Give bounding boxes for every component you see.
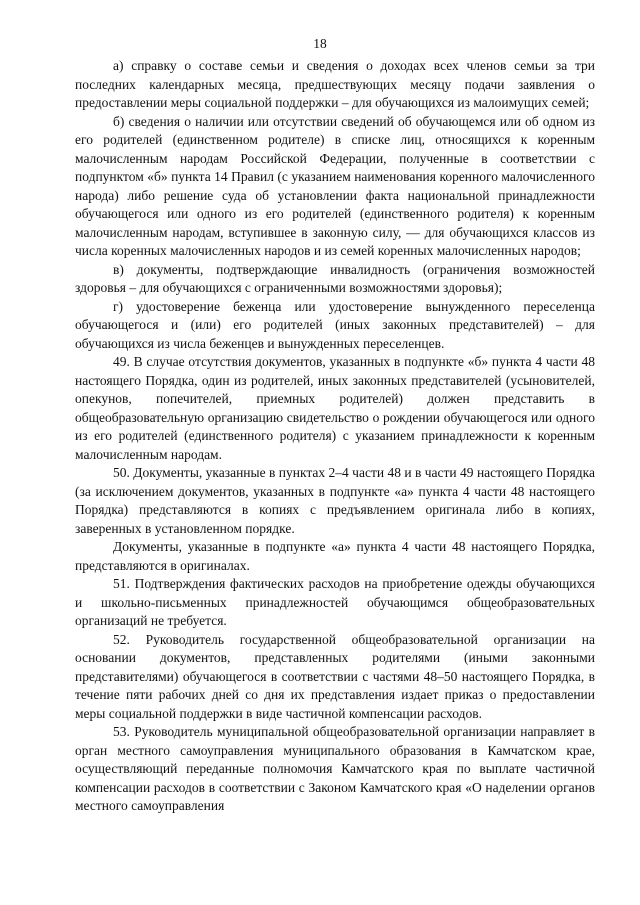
paragraph-subitem-b: б) сведения о наличии или отсутствии сведений об обучающемся или об одном из его родителей (единственном родителе) в списке лиц, относящихся к коренным малочисленным народам Российской Федерации, полученные в соответствии с подпунктом «б» пункта 14 Правил (с указанием наименования коренного малочисленного народа) либо решение суда об установлении факта национальной принадлежности обучающегося или одного из его родителей (единственного родителя) к коренным малочисленным народам, вступившее в законную силу, — для обучающихся классов из числа коренных малочисленных народов и из семей коренных малочисленных народов; — [75, 113, 595, 258]
paragraph-50: 50. Документы, указанные в пунктах 2–4 части 48 и в части 49 настоящего Порядка (за исключением документов, указанных в подпункте «а» пункта 4 части 48 настоящего Порядка) представляются в копиях с предъявлением оригинала либо в копиях, заверенных в установленном порядке. — [75, 465, 595, 536]
paragraph-52: 52. Руководитель государственной общеобразовательной организации на основании документов, представленных родителями (иными законными представителями) обучающегося в соответствии с частями 48–50 настоящего Порядка, в течение пяти рабочих дней со дня их представления издает приказ о предоставлении меры социальной поддержки в виде частичной компенсации расходов. — [75, 631, 595, 721]
page-number: 18 — [313, 36, 327, 51]
paragraph-53: 53. Руководитель муниципальной общеобразовательной организации направляет в орган местного самоуправления муниципального образования в Камчатском крае, осуществляющий переданные полномочия Камчатского края по выплате частичной компенсации расходов в соответствии с Законом Камчатского края «О наделении органов местного самоуправления — [75, 724, 595, 813]
paragraph-49: 49. В случае отсутствия документов, указанных в подпункте «б» пункта 4 части 48 настоящего Порядка, один из родителей, иных законных представителей (усыновителей, опекунов, попечителей, приемных родителей) должен представить в общеобразовательную организацию свидетельство о рождении обучающегося или одного из его родителей (единственного родителя) с указанием принадлежности к коренным малочисленным народам. — [75, 354, 595, 462]
paragraph-subitem-g: г) удостоверение беженца или удостоверение вынужденного переселенца обучающегося и (или) его родителей (иных законных представителей) – для обучающихся из числа беженцев и вынужденных переселенцев. — [75, 298, 595, 351]
paragraph-subitem-a: а) справку о составе семьи и сведения о доходах всех членов семьи за три последних календарных месяца, предшествующих месяцу подачи заявления о предоставлении меры социальной поддержки – для обучающихся из малоимущих семей; — [75, 58, 595, 110]
paragraph-subitem-v: в) документы, подтверждающие инвалидность (ограничения возможностей здоровья – для обучающихся с ограниченными возможностями здоровья); — [75, 261, 595, 295]
paragraph-50-continued: Документы, указанные в подпункте «а» пункта 4 части 48 настоящего Порядка, представляются в оригиналах. — [75, 539, 595, 573]
paragraph-51: 51. Подтверждения фактических расходов на приобретение одежды обучающихся и школьно-письменных принадлежностей обучающимся общеобразовательных организаций не требуется. — [75, 576, 595, 628]
document-body — [75, 57, 595, 816]
